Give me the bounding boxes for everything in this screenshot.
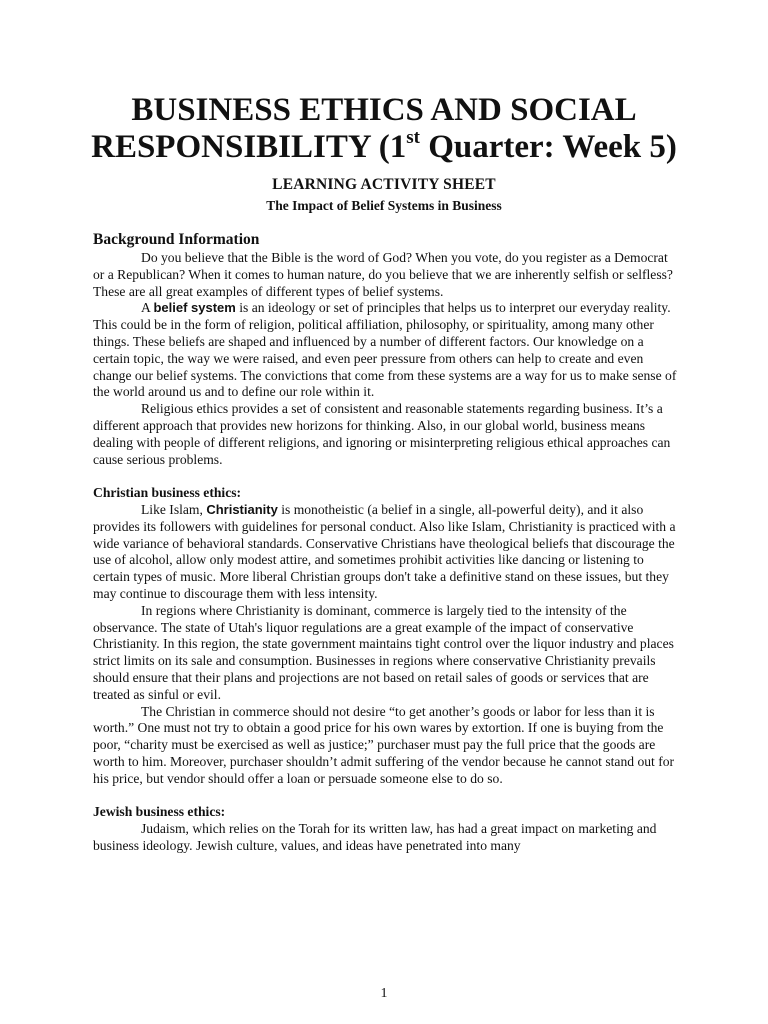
jewish-heading: Jewish business ethics: bbox=[93, 804, 226, 820]
background-heading: Background Information bbox=[93, 231, 260, 248]
christian-paragraph-3: The Christian in commerce should not desire “to get another’s goods or labor for less than it is worth.” One must not try to obtain a good price for his own wares by extortion. If one is buying from the poor, “charity must be exercised as well as justice;” purchaser must pay the full price that the goods are worth to him. Moreover, purchaser shouldn’t admit suffering of the vendor because he cannot stand out for his price, but vendor should offer a loan or persuade someone else to do so. bbox=[93, 703, 675, 786]
background-paragraph-3: Religious ethics provides a set of consistent and reasonable statements regarding business. It’s a different approach that provides new horizons for thinking. Also, in our global world, business means dealing with people of different religions, and ignoring or misinterpreting religious ethical approaches can cause serious problems. bbox=[93, 401, 671, 467]
title-line-2 bbox=[60, 126, 708, 166]
title-line-1: BUSINESS ETHICS AND SOCIAL bbox=[131, 92, 637, 128]
background-paragraph-2 bbox=[93, 300, 681, 401]
belief-system-term: belief system bbox=[153, 300, 236, 316]
christian-paragraph-1-rest: is monotheistic (a belief in a single, all-powerful deity), and it also provides its followers with guidelines for personal conduct. Also like Islam, Christianity is practiced with a wide variance of behavioral standards. Conservative Christians have theological beliefs that discourage the use of alcohol, allow only modest attire, and sometimes prohibit activities like dancing or listening to certain types of music. More liberal Christian groups don't take a definitive stand on these issues, but they may continue to discourage them with less intensity. bbox=[93, 501, 676, 601]
background-paragraph-1: Do you believe that the Bible is the word of God? When you vote, do you register as a Democrat or a Republican? When it comes to human nature, do you believe that we are inherently selfish or selfless? These are all great examples of different types of belief systems. bbox=[93, 250, 673, 299]
document-body bbox=[93, 230, 681, 855]
title-line-2-end: Quarter: Week 5) bbox=[419, 129, 677, 165]
page-subtitle: The Impact of Belief Systems in Business bbox=[266, 198, 502, 213]
christianity-term: Christianity bbox=[206, 501, 278, 517]
page-title bbox=[60, 92, 708, 166]
background-paragraph-2-start: A bbox=[141, 300, 154, 316]
christian-paragraph-1-start: Like Islam, bbox=[141, 501, 207, 517]
christian-paragraph-2: In regions where Christianity is dominant, commerce is largely tied to the intensity of the observance. The state of Utah's liquor regulations are a great example of the impact of conservative Christianity. In this region, the state government maintains tight control over the liquor industry and places strict limits on its sale and consumption. Businesses in regions where conservative Christianity prevails should ensure that their plans and projections are not based on retail sales of goods or services that are treated as sinful or evil. bbox=[93, 602, 674, 702]
activity-sheet-label: LEARNING ACTIVITY SHEET bbox=[272, 176, 496, 193]
jewish-paragraph-1: Judaism, which relies on the Torah for its written law, has had a great impact on marketing and business ideology. Jewish culture, values, and ideas have penetrated into many bbox=[93, 821, 657, 853]
background-paragraph-2-rest: is an ideology or set of principles that helps us to interpret our everyday reality. This could be in the form of religion, political affiliation, philosophy, or spirituality, among many other things. These beliefs are shaped and influenced by a number of different factors. Our knowledge on a certain topic, the way we were raised, and even peer pressure from others can help to create and even change our belief systems. The convictions that come from these systems are a way for us to make sense of the world around us and to define our role within it. bbox=[93, 300, 677, 400]
christian-paragraph-1 bbox=[93, 502, 681, 603]
title-line-2-start: RESPONSIBILITY (1 bbox=[91, 129, 407, 165]
christian-heading: Christian business ethics: bbox=[93, 485, 242, 501]
page-number: 1 bbox=[380, 986, 388, 1001]
title-superscript: st bbox=[406, 126, 420, 148]
